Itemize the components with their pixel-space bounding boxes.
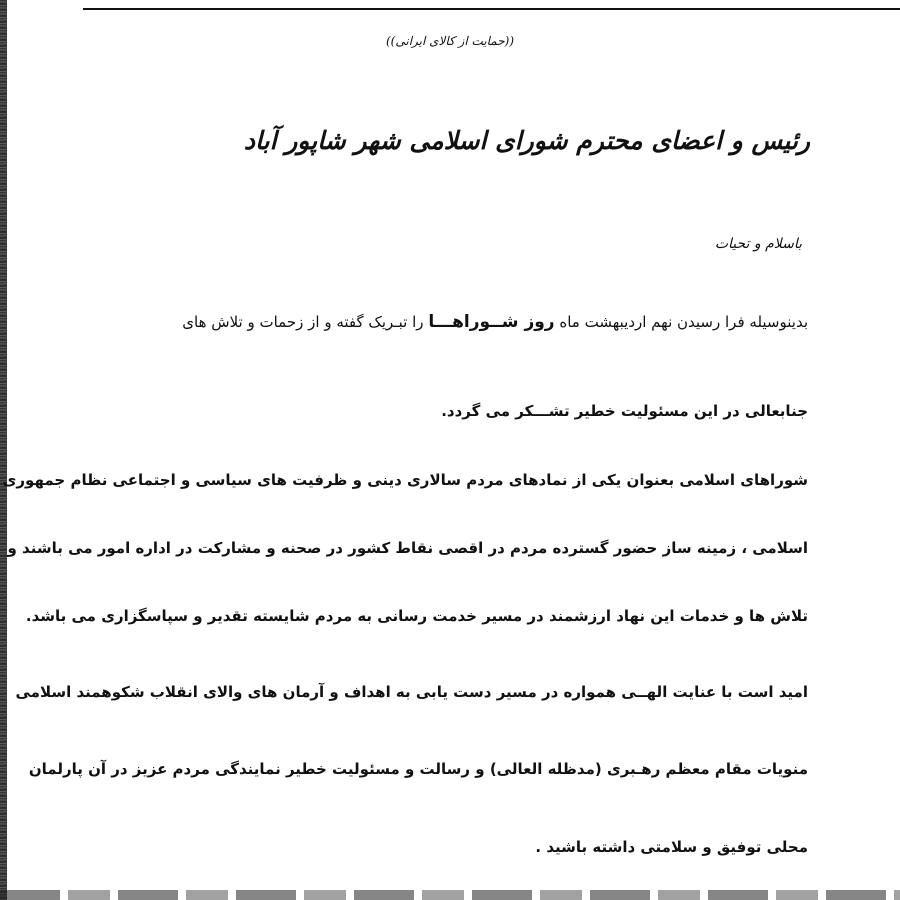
- scan-bottom-artifacts: [0, 890, 900, 900]
- letter-motto: ((حمایت از کالای ایرانی)): [385, 34, 514, 48]
- body-line-1-end: را تبـریک گفته و از زحمات و تلاش های: [182, 313, 429, 331]
- letter-addressee: رئیس و اعضای محترم شورای اسلامی شهر شاپور آباد: [243, 126, 810, 155]
- council-day-highlight: روز شــوراهـــا: [428, 312, 555, 332]
- body-line-1-start: بدینوسیله فرا رسیدن نهم اردیبهشت ماه: [554, 313, 808, 331]
- body-line-5: تلاش ها و خدمات این نهاد ارزشمند در مسیر خدمت رسانی به مردم شایسته تقدیر و سپاسگزاری می باشد.: [25, 607, 808, 625]
- body-line-4: اسلامی ، زمینه ساز حضور گسترده مردم در اقصی نقاط کشور در صحنه و مشارکت در اداره امور می باشند و: [7, 539, 808, 557]
- scan-edge-shadow: [0, 0, 7, 900]
- body-line-3: شوراهای اسلامی بعنوان یکی از نمادهای مردم سالاری دینی و ظرفیت های سیاسی و اجتماعی نظام جمهوری: [2, 471, 808, 489]
- body-line-1: [182, 311, 808, 333]
- header-rule: [83, 8, 900, 10]
- body-line-7: منویات مقام معظم رهـبری (مدظله العالی) و رسالت و مسئولیت خطیر نمایندگی مردم عزیز در آن پارلمان: [28, 760, 808, 778]
- body-line-8: محلی توفیق و سلامتی داشته باشید .: [535, 838, 808, 856]
- body-line-2: جنابعالی در این مسئولیت خطیر تشـــکر می گردد.: [441, 402, 808, 420]
- body-line-6: امید است با عنایت الهــی همواره در مسیر دست یابی به اهداف و آرمان های والای انقلاب شکوهمند اسلامی: [15, 683, 808, 701]
- letter-greeting: باسلام و تحیات: [714, 236, 802, 252]
